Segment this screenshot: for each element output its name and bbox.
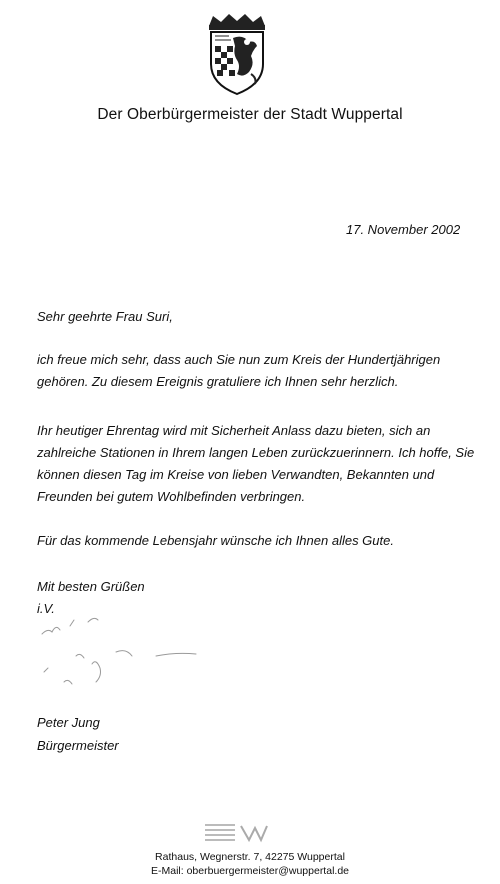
signer-title: Bürgermeister bbox=[37, 738, 119, 753]
footer-address: Rathaus, Wegnerstr. 7, 42275 Wuppertal bbox=[155, 851, 345, 863]
on-behalf-label: i.V. bbox=[37, 601, 55, 616]
footer-email: E-Mail: oberbuergermeister@wuppertal.de bbox=[151, 865, 349, 877]
handwritten-signature-icon bbox=[36, 612, 226, 702]
coat-of-arms-icon bbox=[203, 12, 271, 96]
paragraph: Für das kommende Lebensjahr wünsche ich Ihnen alles Gute. bbox=[37, 533, 394, 548]
closing-greeting: Mit besten Grüßen bbox=[37, 579, 145, 594]
letterhead-title: Der Oberbürgermeister der Stadt Wuppertal bbox=[97, 106, 403, 123]
paragraph: Ihr heutiger Ehrentag wird mit Sicherheit Anlass dazu bieten, sich an zahlreiche Stationen in Ihrem langen Leben zurückzuerinnern. Ich hoffe, Sie können diesen Tag im Kreise von lieben Verwandten, Bekannten und Freunden bei gutem Wohlbefinden verbringen. bbox=[37, 423, 475, 504]
schwebebahn-logo-icon bbox=[205, 822, 271, 844]
paragraph: ich freue mich sehr, dass auch Sie nun zum Kreis der Hundertjährigen gehören. Zu diesem Ereignis gratuliere ich Ihnen sehr herzlich. bbox=[37, 352, 441, 389]
letter-date: 17. November 2002 bbox=[346, 222, 461, 237]
salutation: Sehr geehrte Frau Suri, bbox=[37, 309, 173, 324]
signer-name: Peter Jung bbox=[37, 715, 100, 730]
